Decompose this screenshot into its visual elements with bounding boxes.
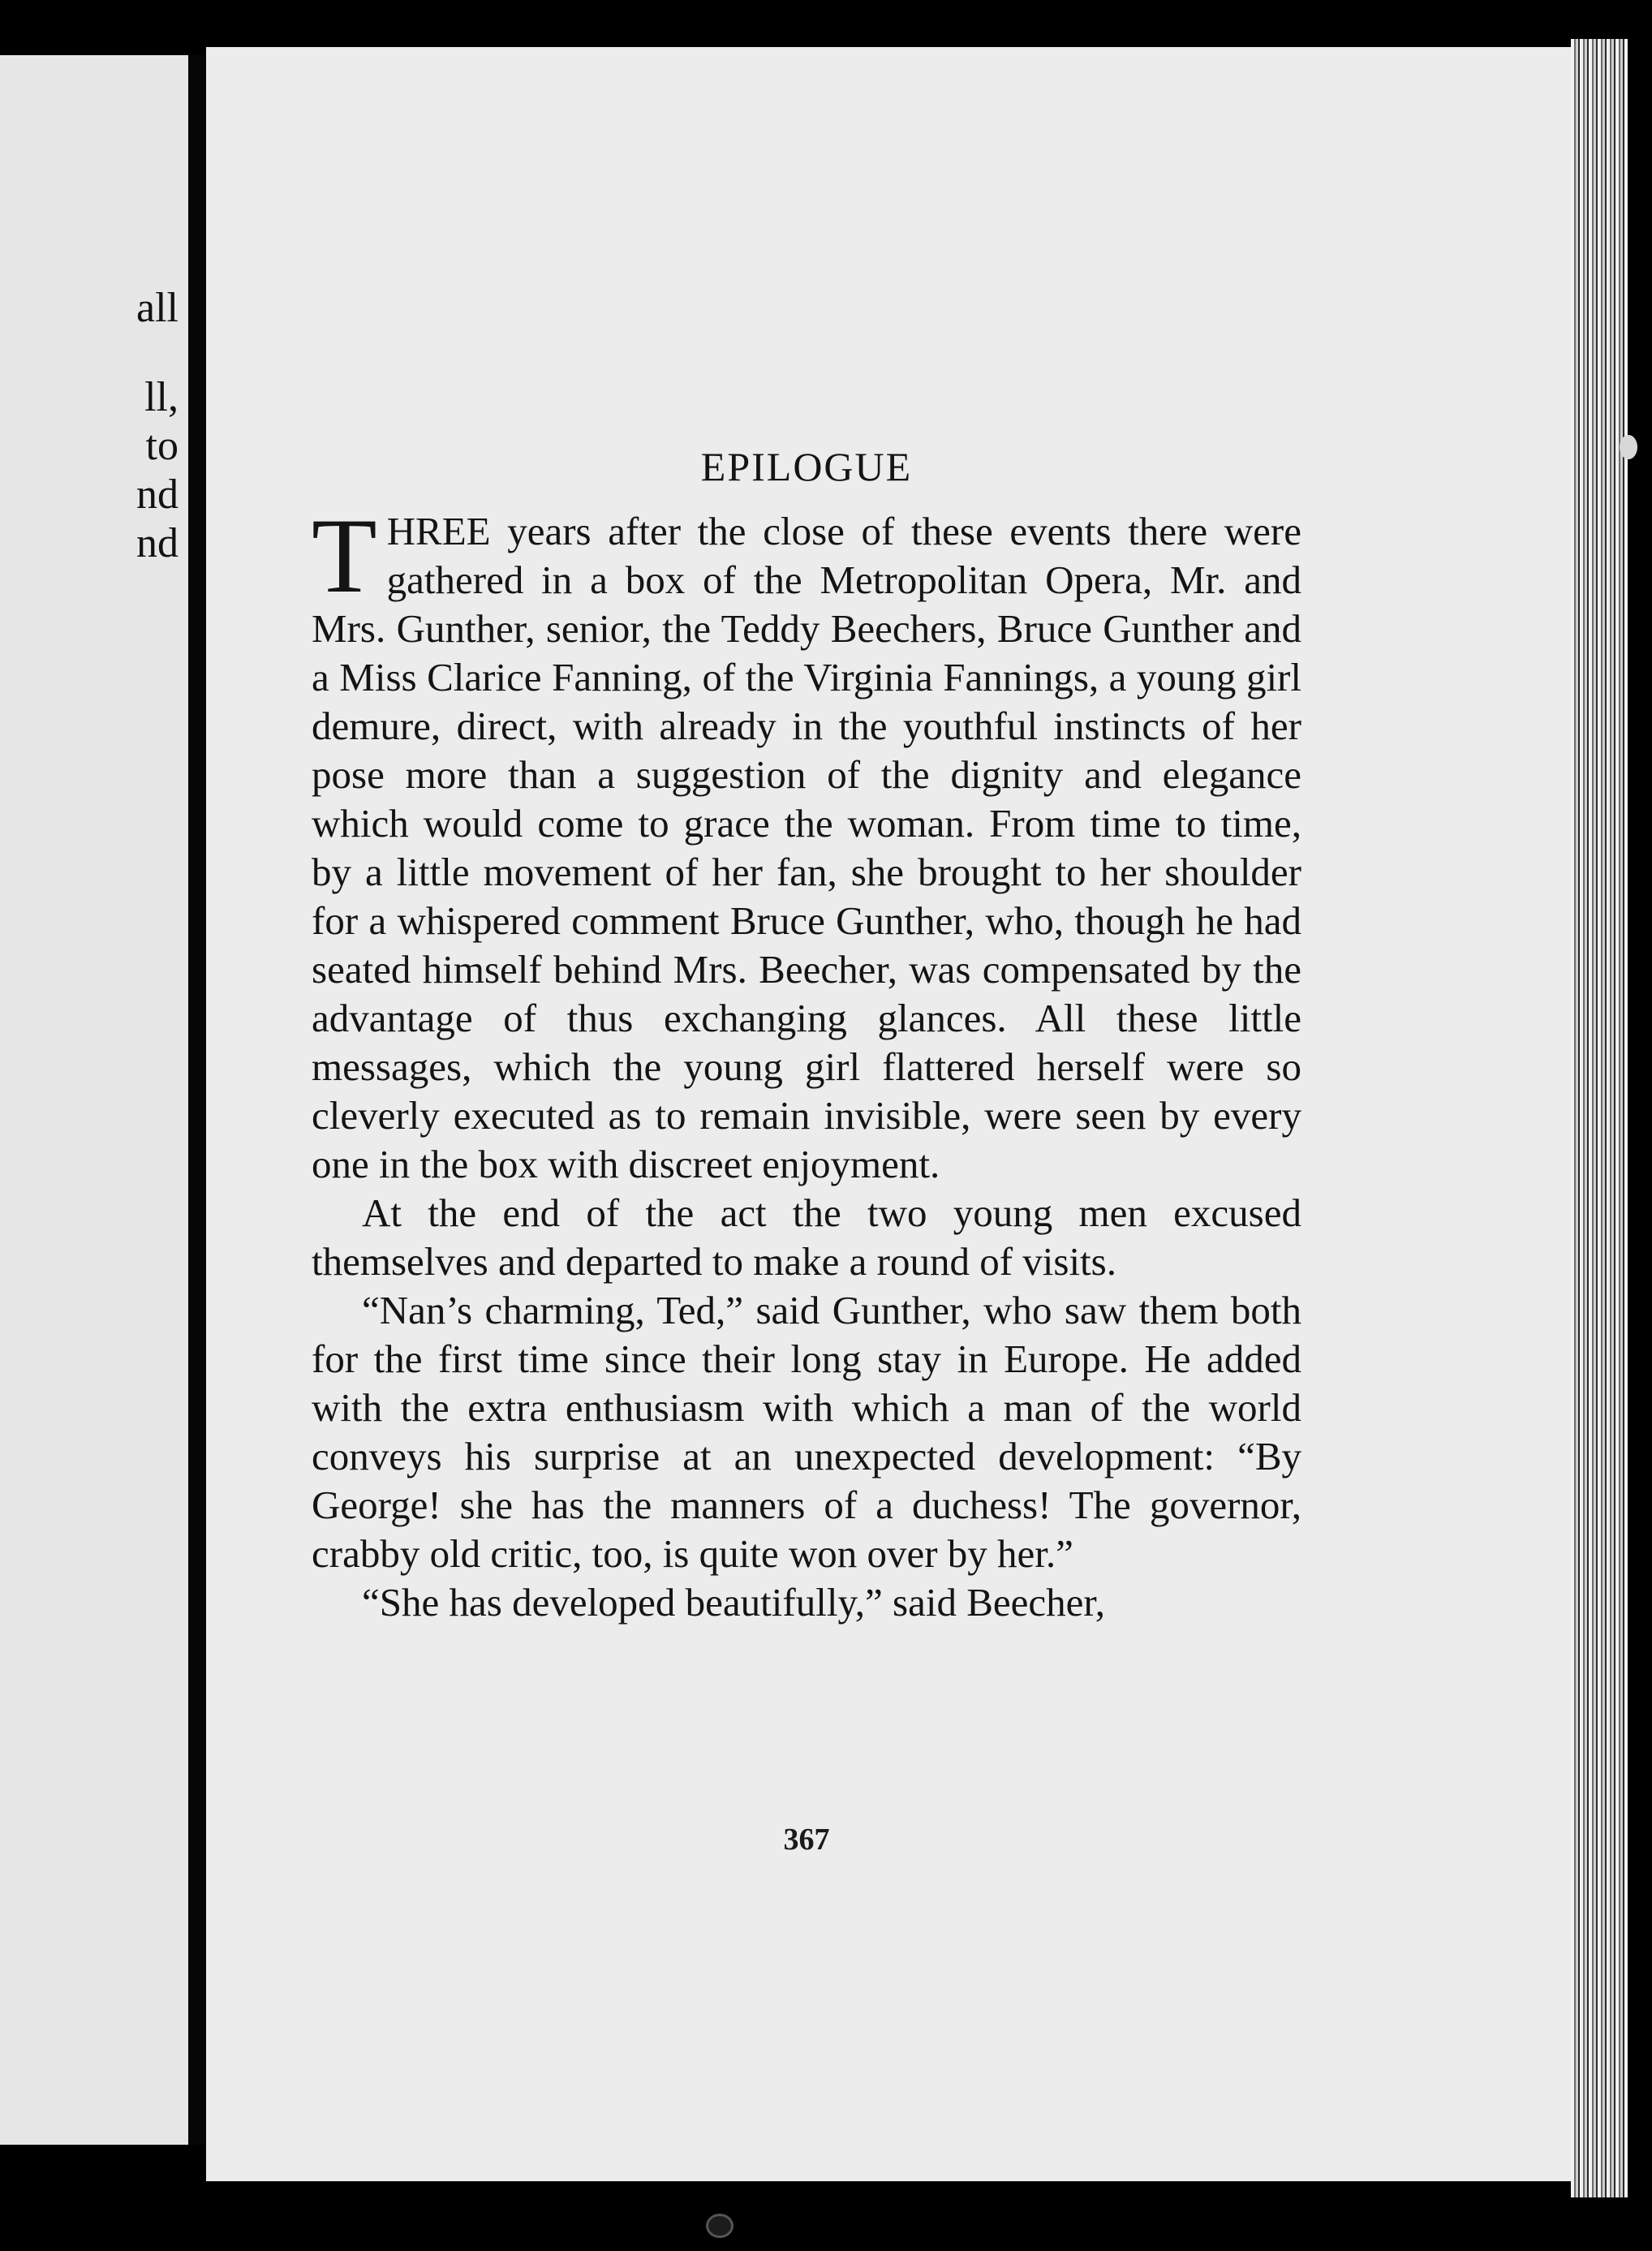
left-page-fragment: nd (136, 471, 179, 518)
left-page (0, 55, 188, 2145)
left-page-fragment: ll, (144, 374, 179, 420)
paragraph (312, 496, 1301, 1189)
left-page-fragment: all (136, 285, 179, 331)
paragraph: “She has developed beautifully,” said Beecher, (362, 1580, 1105, 1625)
chapter-heading: EPILOGUE (700, 444, 913, 489)
paragraph: “Nan’s charming, Ted,” said Gunther, who saw them both for the first time since their long stay in Europe. He added with the extra enthusiasm with which a man of the world conveys his surprise at an unexpected development: “By George! she has the manners of a duchess! The governor, crabby old critic, too, is quite won over by her.” (312, 1288, 1301, 1576)
left-page-fragment: to (145, 423, 179, 469)
scan-speck (1620, 435, 1637, 459)
drop-cap: T (312, 496, 377, 615)
book-gutter (188, 55, 206, 2145)
page-number: 367 (783, 1823, 830, 1857)
paragraph: At the end of the act the two young men excused themselves and departed to make a round of visits. (312, 1190, 1301, 1284)
left-page-fragment: nd (136, 520, 179, 566)
paragraph-text: HREE years after the close of these events there were gathered in a box of the Metropolitan Opera, Mr. and Mrs. Gunther, senior, the Teddy Beechers, Bruce Gunther and a Miss Clarice Fanning, of the Virginia Fannings, a young girl demure, direct, with already in the youthful instincts of her pose more than a suggestion of the dignity and elegance which would come to grace the woman. From time to time, by a little movement of her fan, she brought to her shoulder for a whispered comment Bruce Gunther, who, though he had seated himself behind Mrs. Beecher, was compensated by the advantage of thus exchanging glances. All these little messages, which the young girl flattered herself were so cleverly executed as to remain invisible, were seen by every one in the box with discreet enjoyment. (312, 509, 1301, 1186)
page-edges (1571, 39, 1628, 2197)
scan-mark (706, 2214, 734, 2238)
page-text (312, 442, 1301, 1627)
